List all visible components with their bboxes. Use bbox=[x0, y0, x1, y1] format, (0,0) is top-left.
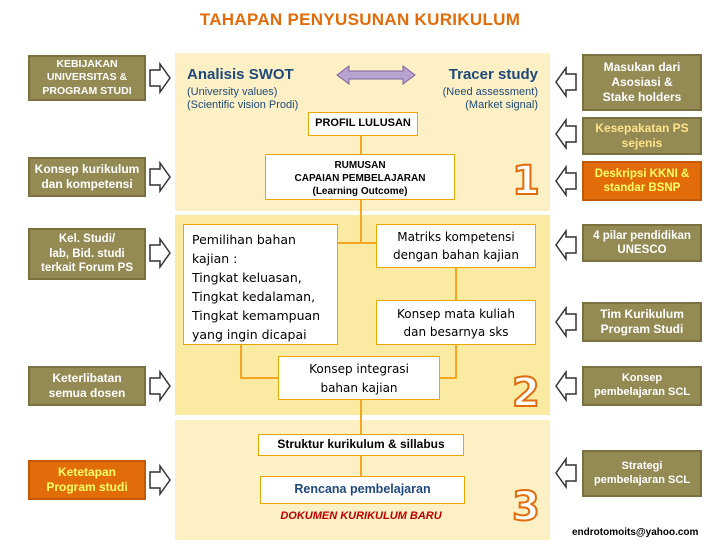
left-box-keterlibatan: Keterlibatan semua dosen bbox=[28, 366, 146, 406]
rumusan-line-3: (Learning Outcome) bbox=[312, 186, 408, 197]
connector-line bbox=[455, 268, 457, 300]
left-box-kel-studi: Kel. Studi/ lab, Bid. studi terkait Forum PS bbox=[28, 228, 146, 280]
arrow-right-icon bbox=[148, 237, 172, 269]
stage-number-2: 2 bbox=[512, 370, 540, 416]
arrow-left-icon bbox=[554, 370, 578, 402]
connector-line bbox=[440, 377, 457, 379]
right-box-kkni: Deskripsi KKNI & standar BSNP bbox=[582, 161, 702, 201]
connector-line bbox=[240, 345, 242, 377]
stage-number-1: 1 bbox=[512, 158, 540, 204]
right-box-masukan: Masukan dari Asosiasi & Stake holders bbox=[582, 54, 702, 111]
double-arrow-icon bbox=[335, 64, 417, 86]
connector-line bbox=[360, 136, 362, 154]
dokumen-kurikulum-label: DOKUMEN KURIKULUM BARU bbox=[280, 510, 442, 522]
arrow-left-icon bbox=[554, 306, 578, 338]
rumusan-line-1: RUMUSAN bbox=[334, 160, 386, 171]
arrow-right-icon bbox=[148, 464, 172, 496]
arrow-right-icon bbox=[148, 161, 172, 193]
arrow-right-icon bbox=[148, 370, 172, 402]
swot-subtitle-1: (University values) bbox=[187, 86, 278, 98]
stage-number-3: 3 bbox=[512, 484, 540, 530]
connector-line bbox=[338, 242, 376, 244]
rumusan-capaian-box bbox=[265, 154, 455, 200]
page-title: TAHAPAN PENYUSUNAN KURIKULUM bbox=[199, 10, 521, 29]
matriks-kompetensi-box: Matriks kompetensi dengan bahan kajian bbox=[376, 224, 536, 268]
profil-lulusan-box: PROFIL LULUSAN bbox=[308, 112, 418, 136]
connector-line bbox=[360, 400, 362, 434]
left-box-ketetapan: Ketetapan Program studi bbox=[28, 460, 146, 500]
pemilihan-bahan-box: Pemilihan bahan kajian : Tingkat keluasan, Tingkat kedalaman, Tingkat kemampuan yang ingin dicapai bbox=[183, 224, 338, 345]
author-email: endrotomoits@yahoo.com bbox=[572, 527, 699, 538]
tracer-subtitle-1: (Need assessment) bbox=[442, 86, 538, 98]
swot-title: Analisis SWOT bbox=[187, 66, 294, 83]
tracer-title: Tracer study bbox=[448, 66, 538, 83]
struktur-kurikulum-box: Struktur kurikulum & sillabus bbox=[258, 434, 464, 456]
arrow-left-icon bbox=[554, 118, 578, 150]
connector-line bbox=[360, 456, 362, 476]
left-box-konsep-kurikulum: Konsep kurikulum dan kompetensi bbox=[28, 157, 146, 197]
arrow-left-icon bbox=[554, 457, 578, 489]
rencana-pembelajaran-box: Rencana pembelajaran bbox=[260, 476, 465, 504]
arrow-left-icon bbox=[554, 229, 578, 261]
arrow-right-icon bbox=[148, 62, 172, 94]
konsep-mata-kuliah-box: Konsep mata kuliah dan besarnya sks bbox=[376, 300, 536, 345]
swot-subtitle-2: (Scientific vision Prodi) bbox=[187, 99, 299, 111]
right-box-tim-kurikulum: Tim Kurikulum Program Studi bbox=[582, 302, 702, 342]
connector-line bbox=[360, 200, 362, 242]
tracer-subtitle-2: (Market signal) bbox=[465, 99, 538, 111]
konsep-integrasi-box: Konsep integrasi bahan kajian bbox=[278, 356, 440, 400]
connector-line bbox=[240, 377, 278, 379]
arrow-left-icon bbox=[554, 66, 578, 98]
arrow-left-icon bbox=[554, 165, 578, 197]
right-box-kesepakatan: Kesepakatan PS sejenis bbox=[582, 117, 702, 155]
connector-line bbox=[455, 345, 457, 377]
right-box-konsep-scl: Konsep pembelajaran SCL bbox=[582, 366, 702, 406]
right-box-4-pilar: 4 pilar pendidikan UNESCO bbox=[582, 224, 702, 262]
rumusan-line-2: CAPAIAN PEMBELAJARAN bbox=[294, 173, 426, 184]
left-box-kebijakan: KEBIJAKAN UNIVERSITAS & PROGRAM STUDI bbox=[28, 55, 146, 101]
right-box-strategi-scl: Strategi pembelajaran SCL bbox=[582, 450, 702, 497]
